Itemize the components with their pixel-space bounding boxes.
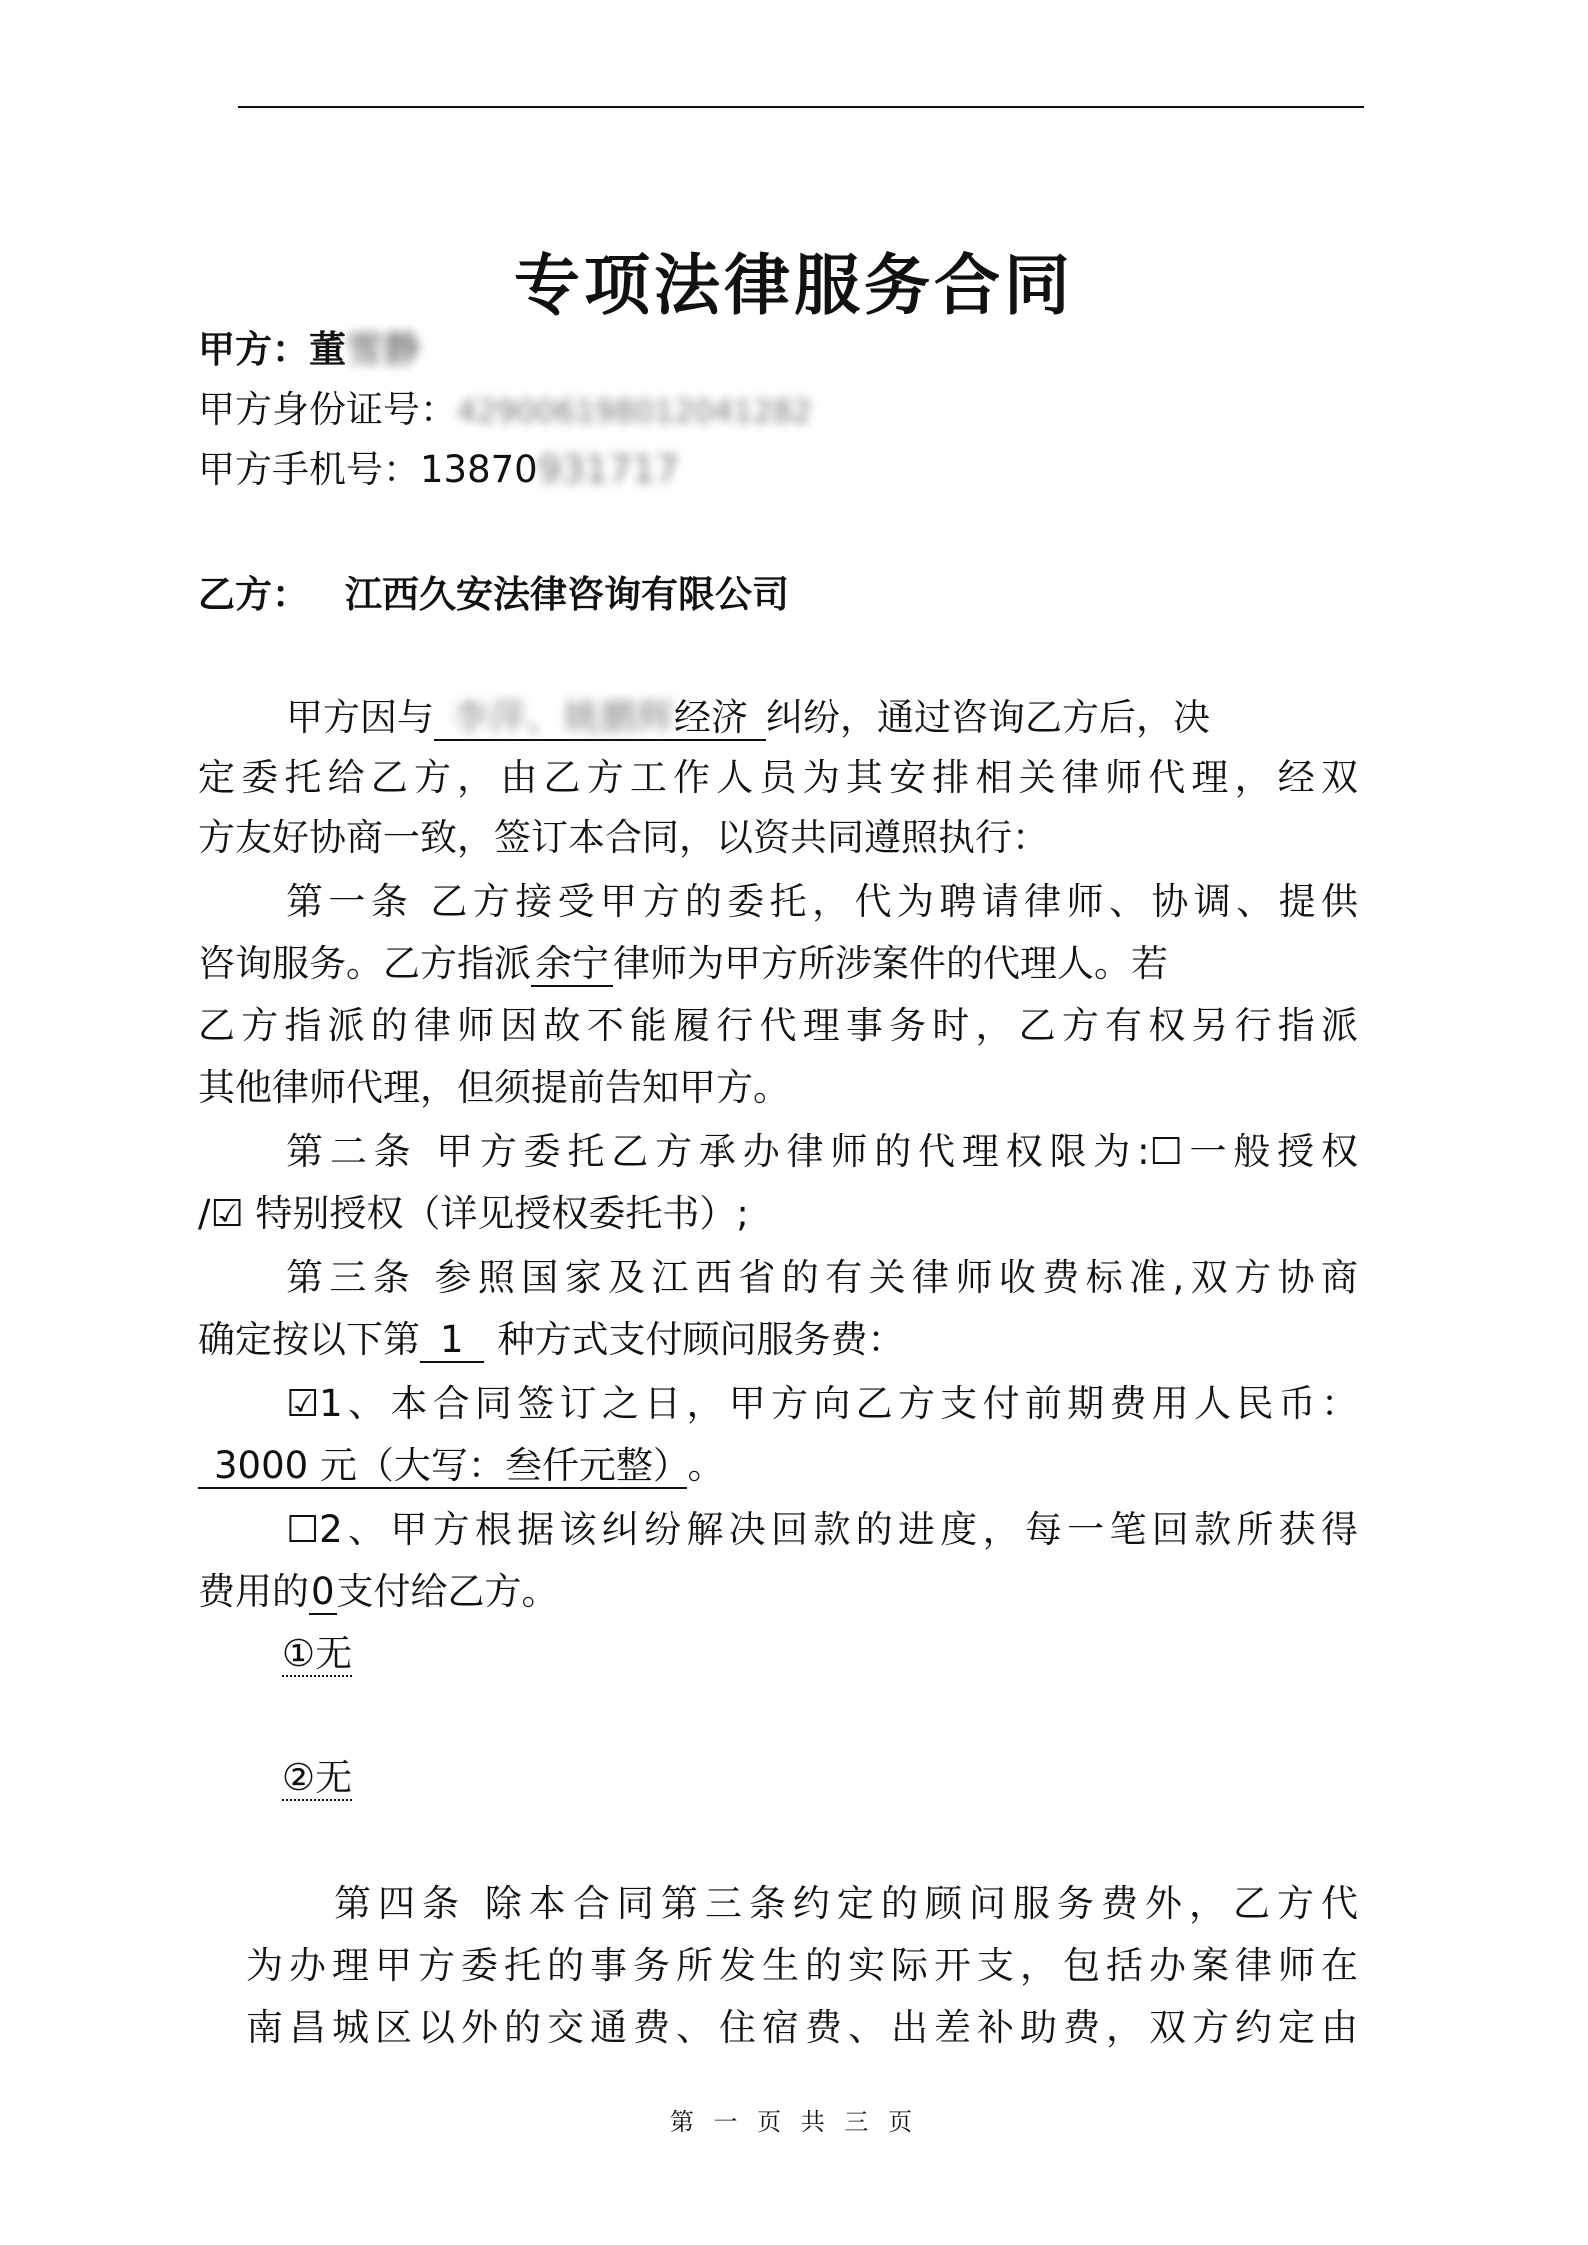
page-footer: 第 一 页 共 三 页 <box>669 2108 919 2136</box>
intro-text: 纠纷，通过咨询乙方后，决 <box>766 696 1210 739</box>
intro-line-2: 定委托给乙方，由乙方工作人员为其安排相关律师代理，经双 <box>198 756 1358 799</box>
article-3-line-2 <box>198 1310 905 1370</box>
contract-title: 专项法律服务合同 <box>514 247 1074 324</box>
dispute-party-field <box>434 696 766 741</box>
prepayment-amount: 3000 元（大写：叁仟元整） <box>198 1444 687 1489</box>
article-1-line-1: 第一条 乙方接受甲方的委托，代为聘请律师、协调、提供 <box>286 880 1358 923</box>
dispute-type: 经济 <box>674 696 748 739</box>
intro-text: 甲方因与 <box>286 696 434 739</box>
party-a-phone: 13870 <box>420 448 538 491</box>
article-text: 咨询服务。乙方指派 <box>198 942 531 985</box>
article-text: 。 <box>687 1444 725 1487</box>
party-a-label: 甲方： <box>198 328 309 371</box>
party-a-id-redacted: 429006198012041282 <box>457 394 813 430</box>
party-b-label: 乙方： <box>198 573 309 616</box>
sub-item-2-text: ②无 <box>282 1756 353 1799</box>
article-3-line-1: 第三条 参照国家及江西省的有关律师收费标准,双方协商 <box>286 1256 1358 1299</box>
article-1-line-4: 其他律师代理，但须提前告知甲方。 <box>198 1066 790 1109</box>
article-2-line-1: 第二条 甲方委托乙方承办律师的代理权限为:☐一般授权 <box>286 1130 1358 1173</box>
option-2-line-2 <box>198 1562 559 1622</box>
article-1-line-3: 乙方指派的律师因故不能履行代理事务时，乙方有权另行指派 <box>198 1004 1358 1047</box>
party-b-line <box>198 565 789 625</box>
payment-method-number: 1 <box>420 1318 484 1363</box>
article-2-line-2: /☑ 特别授权（详见授权委托书）; <box>198 1192 749 1235</box>
party-a-phone-redacted: 931717 <box>537 448 679 491</box>
header-rule <box>238 106 1364 108</box>
article-text: 支付给乙方。 <box>336 1570 559 1613</box>
article-text: 律师为甲方所涉案件的代理人。若 <box>613 942 1168 985</box>
party-a-id-label: 甲方身份证号： <box>198 388 457 431</box>
option-2-line-1: ☐2、甲方根据该纠纷解决回款的进度，每一笔回款所获得 <box>286 1508 1358 1551</box>
option-1-line-2 <box>198 1436 724 1496</box>
party-b-name: 江西久安法律咨询有限公司 <box>345 573 789 616</box>
article-text: 种方式支付顾问服务费： <box>497 1318 905 1361</box>
sub-item-1-text: ①无 <box>282 1632 353 1675</box>
article-4-line-3: 南昌城区以外的交通费、住宿费、出差补助费，双方约定由 <box>246 2006 1358 2049</box>
article-4-line-1: 第四条 除本合同第三条约定的顾问服务费外，乙方代 <box>334 1882 1358 1925</box>
article-text: 确定按以下第 <box>198 1318 420 1361</box>
party-a-id-line <box>198 380 812 440</box>
party-a-name: 董 <box>309 328 346 371</box>
commission-rate: 0 <box>311 1570 335 1613</box>
intro-line-1 <box>286 688 1210 748</box>
article-text: 费用的 <box>198 1570 309 1613</box>
article-4-line-2: 为办理甲方委托的事务所发生的实际开支，包括办案律师在 <box>246 1944 1358 1987</box>
dispute-party-redacted: 李萍、姚鹏辉 <box>452 696 674 739</box>
party-a-phone-line <box>198 440 679 500</box>
intro-line-3: 方友好协商一致，签订本合同，以资共同遵照执行： <box>198 816 1049 859</box>
party-a-name-line <box>198 320 420 380</box>
assigned-lawyer: 余宁 <box>531 942 613 987</box>
party-a-name-redacted: 雪静 <box>346 328 420 371</box>
article-1-line-2 <box>198 934 1168 994</box>
sub-item-1 <box>282 1624 352 1684</box>
sub-item-2 <box>282 1748 352 1808</box>
party-a-phone-label: 甲方手机号： <box>198 448 420 491</box>
option-1-line-1: ☑1、本合同签订之日，甲方向乙方支付前期费用人民币： <box>286 1382 1358 1425</box>
